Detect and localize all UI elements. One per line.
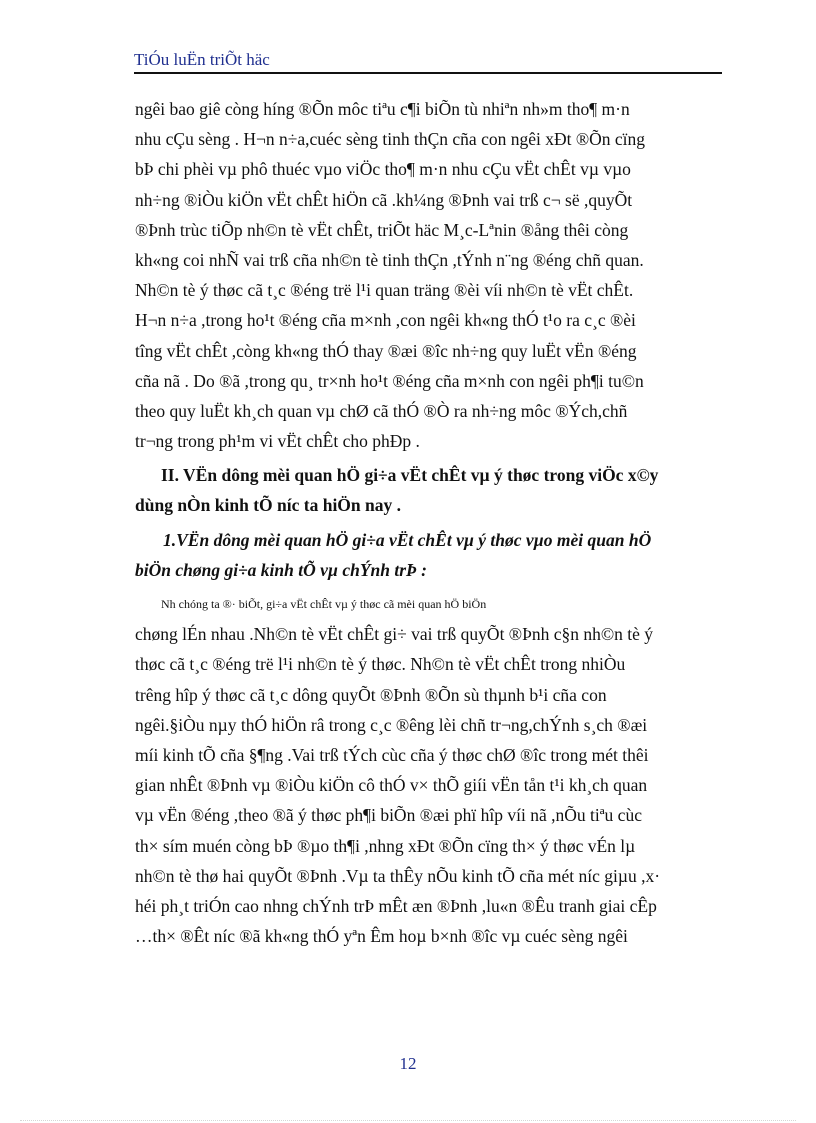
- text-line: theo quy luËt kh¸ch quan vµ chØ cã thÓ ®Ò ra nh÷ng môc ®Ých,chñ: [135, 400, 628, 421]
- text-line: nh©n tè thø hai quyÕt ®Þnh .Vµ ta thÊy nÕu kinh tÕ cña mét níc giµu ,x·: [135, 865, 661, 886]
- paragraph-2: [135, 589, 719, 951]
- text-line: Nh chóng ta ®· biÕt, gi÷a vËt chÊt vµ ý thøc cã mèi quan hÖ biÖn: [161, 597, 487, 611]
- text-line: míi kinh tÕ cña §¶ng .Vai trß tÝch cùc cña ý thøc chØ ®îc trong mét thêi: [135, 744, 649, 765]
- text-line: tr¬ng trong ph¹m vi vËt chÊt cho phÐp .: [135, 431, 420, 452]
- header-title: TiÓu luËn triÕt häc: [134, 50, 270, 69]
- text-line: …th× ®Êt níc ®ã kh«ng thÓ yªn Êm hoµ b×nh ®îc vµ cuéc sèng ngêi: [135, 926, 628, 947]
- text-line: nhu cÇu sèng . H¬n n÷a,cuéc sèng tinh thÇn cña con ngêi xÐt ®Õn cïng: [135, 129, 646, 150]
- paragraph-1: [135, 94, 719, 456]
- text-line: kh«ng coi nhÑ vai trß cña nh©n tè tinh thÇn ,tÝnh n¨ng ®éng chñ quan.: [135, 249, 644, 270]
- text-line: vµ vËn ®éng ,theo ®ã ý thøc ph¶i biÕn ®æi phï hîp víi nã ,nÕu tiªu cùc: [135, 805, 642, 826]
- text-line: thøc cã t¸c ®éng trë l¹i nh©n tè ý thøc. Nh©n tè vËt chÊt trong nhiÒu: [135, 654, 626, 675]
- section-heading-ii: [135, 460, 719, 520]
- text-line: héi ph¸t triÓn cao nhng chÝnh trÞ mÊt æn ®Þnh ,lu«n ®Êu tranh giai cÊp: [135, 895, 657, 916]
- page-number: 12: [399, 1054, 417, 1073]
- text-line: th× sím muén còng bÞ ®µo th¶i ,nhng xÐt ®Õn cïng th× ý thøc vÉn lµ: [135, 835, 636, 856]
- text-line: tîng vËt chÊt ,còng kh«ng thÓ thay ®æi ®îc nh÷ng quy luËt vËn ®éng: [135, 340, 637, 361]
- text-line: nh÷ng ®iÒu kiÖn vËt chÊt hiÖn cã .kh¼ng ®Þnh vai trß c¬ së ,quyÕt: [135, 189, 633, 210]
- text-line: cña nã . Do ®ã ,trong qu¸ tr×nh ho¹t ®éng cña m×nh con ngêi ph¶i tu©n: [135, 370, 644, 391]
- page-header: [134, 46, 722, 74]
- subsection-heading-1: [135, 525, 719, 585]
- subheading-line: biÖn chøng gi÷a kinh tÕ vµ chÝnh trÞ :: [135, 559, 427, 580]
- text-line: chøng lÉn nhau .Nh©n tè vËt chÊt gi÷ vai trß quyÕt ®Þnh c§n nh©n tè ý: [135, 624, 654, 645]
- text-line: gian nhÊt ®Þnh vµ ®iÒu kiÖn cô thÓ v× thÕ giíi vËn tån t¹i kh¸ch quan: [135, 775, 648, 796]
- text-line: ngêi.§iÒu nµy thÓ hiÖn râ trong c¸c ®êng lèi chñ tr¬ng,chÝnh s¸ch ®æi: [135, 714, 648, 735]
- document-body: [135, 94, 719, 951]
- text-line: trêng hîp ý thøc cã t¸c dông quyÕt ®Þnh ®Õn sù thµnh b¹i cña con: [135, 684, 607, 705]
- text-line: H¬n n÷a ,trong ho¹t ®éng cña m×nh ,con ngêi kh«ng thÓ t¹o ra c¸c ®èi: [135, 310, 636, 331]
- heading-line: II. VËn dông mèi quan hÖ gi÷a vËt chÊt vµ ý thøc trong viÖc x©y: [161, 465, 659, 486]
- footer-divider: [20, 1120, 796, 1121]
- subheading-line: 1.VËn dông mèi quan hÖ gi÷a vËt chÊt vµ ý thøc vµo mèi quan hÖ: [163, 529, 652, 550]
- heading-line: dùng nÒn kinh tÕ níc ta hiÖn nay .: [135, 495, 402, 516]
- text-line: bÞ chi phèi vµ phô thuéc vµo viÖc tho¶ m·n nhu cÇu vËt chÊt vµ vµo: [135, 159, 631, 180]
- text-line: ®Þnh trùc tiÕp nh©n tè vËt chÊt, triÕt häc M¸c-Lªnin ®ång thêi còng: [135, 219, 629, 240]
- text-line: ngêi bao giê còng híng ®Õn môc tiªu c¶i biÕn tù nhiªn nh»m tho¶ m·n: [135, 99, 630, 119]
- text-line: Nh©n tè ý thøc cã t¸c ®éng trë l¹i quan träng ®èi víi nh©n tè vËt chÊt.: [135, 280, 634, 301]
